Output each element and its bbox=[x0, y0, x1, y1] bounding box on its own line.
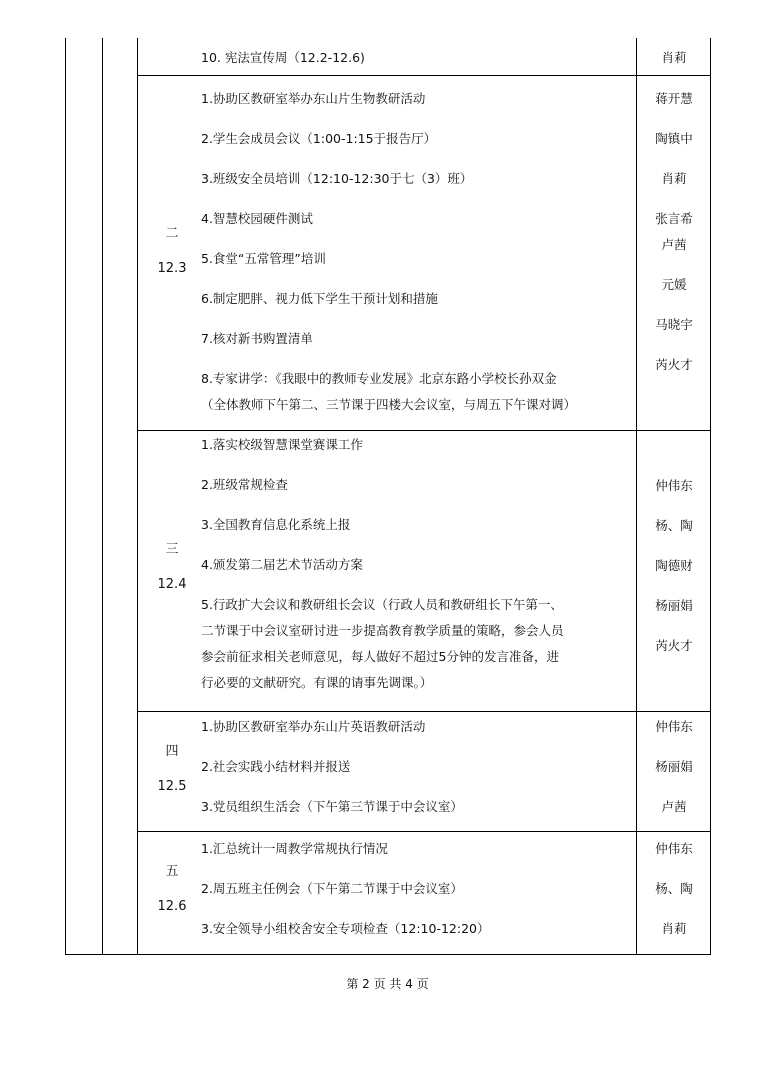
person-name: 肖莉 bbox=[661, 921, 687, 936]
schedule-table bbox=[65, 38, 711, 955]
task-item: 二节课于中会议室研讨进一步提高教育教学质量的策略，参会人员 bbox=[201, 623, 564, 638]
page-footer: 第 2 页 共 4 页 bbox=[346, 977, 429, 991]
row-divider bbox=[137, 831, 711, 832]
person-name: 杨、陶 bbox=[655, 881, 693, 896]
day-fri bbox=[137, 860, 207, 914]
task-item: 3.全国教育信息化系统上报 bbox=[201, 517, 351, 532]
person-name: 仲伟东 bbox=[655, 478, 693, 493]
day-tue bbox=[137, 222, 207, 276]
task-item: 1.协助区教研室举办东山片英语教研活动 bbox=[201, 719, 426, 734]
person-name: 芮火才 bbox=[655, 357, 693, 372]
day-name: 二 bbox=[165, 226, 179, 241]
person-name: 蒋开慧 bbox=[655, 91, 693, 106]
row-tue-tasks bbox=[201, 89, 576, 415]
day-date: 12.3 bbox=[157, 261, 187, 276]
row-wed-people bbox=[637, 476, 711, 656]
task-item: 2.班级常规检查 bbox=[201, 477, 288, 492]
task-item: 1.汇总统计一周教学常规执行情况 bbox=[201, 841, 388, 856]
day-wed bbox=[137, 538, 207, 592]
person-name: 仲伟东 bbox=[655, 841, 693, 856]
task-item: 7.核对新书购置清单 bbox=[201, 331, 313, 346]
row-wed-tasks bbox=[201, 435, 564, 693]
task-item: 参会前征求相关老师意见，每人做好不超过5分钟的发言准备，进 bbox=[201, 649, 559, 664]
day-date: 12.5 bbox=[157, 779, 187, 794]
task-item: 3.党员组织生活会（下午第三节课于中会议室） bbox=[201, 799, 463, 814]
person-name: 陶镇中 bbox=[655, 131, 693, 146]
row-tue-people bbox=[637, 89, 711, 375]
day-name: 三 bbox=[165, 542, 179, 557]
row-r0-tasks bbox=[201, 48, 365, 68]
column-divider bbox=[137, 38, 138, 955]
task-item: 2.社会实践小结材料并报送 bbox=[201, 759, 351, 774]
table-border-bottom bbox=[65, 954, 711, 955]
task-item: 3.安全领导小组校舍安全专项检查（12:10-12:20） bbox=[201, 921, 490, 936]
day-name: 五 bbox=[165, 864, 179, 879]
person-name: 卢茜 bbox=[661, 237, 687, 252]
person-name: 肖莉 bbox=[661, 171, 687, 186]
task-item: 8.专家讲学：《我眼中的教师专业发展》北京东路小学校长孙双金 bbox=[201, 371, 557, 386]
day-date: 12.6 bbox=[157, 899, 187, 914]
task-item: 5.行政扩大会议和教研组长会议（行政人员和教研组长下午第一、 bbox=[201, 597, 563, 612]
person-name: 陶德财 bbox=[655, 558, 693, 573]
task-item: 10. 宪法宣传周（12.2-12.6) bbox=[201, 50, 365, 65]
row-divider bbox=[137, 75, 711, 76]
task-item: 3.班级安全员培训（12:10-12:30于七（3）班） bbox=[201, 171, 473, 186]
row-fri-people bbox=[637, 839, 711, 939]
person-name: 杨、陶 bbox=[655, 518, 693, 533]
task-item: 1.落实校级智慧课堂赛课工作 bbox=[201, 437, 363, 452]
person-name: 仲伟东 bbox=[655, 719, 693, 734]
task-item: 5.食堂“五常管理”培训 bbox=[201, 251, 326, 266]
person-name: 肖莉 bbox=[661, 50, 687, 65]
day-thu bbox=[137, 740, 207, 794]
task-item: （全体教师下午第二、三节课于四楼大会议室，与周五下午课对调） bbox=[201, 397, 577, 412]
row-fri-tasks bbox=[201, 839, 489, 939]
row-thu-people bbox=[637, 717, 711, 817]
row-divider bbox=[137, 430, 711, 431]
person-name: 卢茜 bbox=[661, 799, 687, 814]
task-item: 4.颁发第二届艺术节活动方案 bbox=[201, 557, 363, 572]
table-border-left bbox=[65, 38, 66, 955]
task-item: 4.智慧校园硬件测试 bbox=[201, 211, 313, 226]
person-name: 张言希 bbox=[655, 211, 693, 226]
task-item: 行必要的文献研究。有课的请事先调课。） bbox=[201, 675, 433, 690]
person-name: 芮火才 bbox=[655, 638, 693, 653]
row-divider bbox=[137, 711, 711, 712]
task-item: 2.周五班主任例会（下午第二节课于中会议室） bbox=[201, 881, 463, 896]
task-item: 6.制定肥胖、视力低下学生干预计划和措施 bbox=[201, 291, 438, 306]
row-r0-people bbox=[637, 48, 711, 68]
task-item: 1.协助区教研室举办东山片生物教研活动 bbox=[201, 91, 426, 106]
person-name: 杨丽娟 bbox=[655, 598, 693, 613]
person-name: 马晓宇 bbox=[655, 317, 693, 332]
task-item: 2.学生会成员会议（1:00-1:15于报告厅） bbox=[201, 131, 437, 146]
person-name: 元媛 bbox=[661, 277, 687, 292]
row-thu-tasks bbox=[201, 717, 463, 817]
column-divider bbox=[102, 38, 103, 955]
day-name: 四 bbox=[165, 744, 179, 759]
person-name: 杨丽娟 bbox=[655, 759, 693, 774]
day-date: 12.4 bbox=[157, 577, 187, 592]
